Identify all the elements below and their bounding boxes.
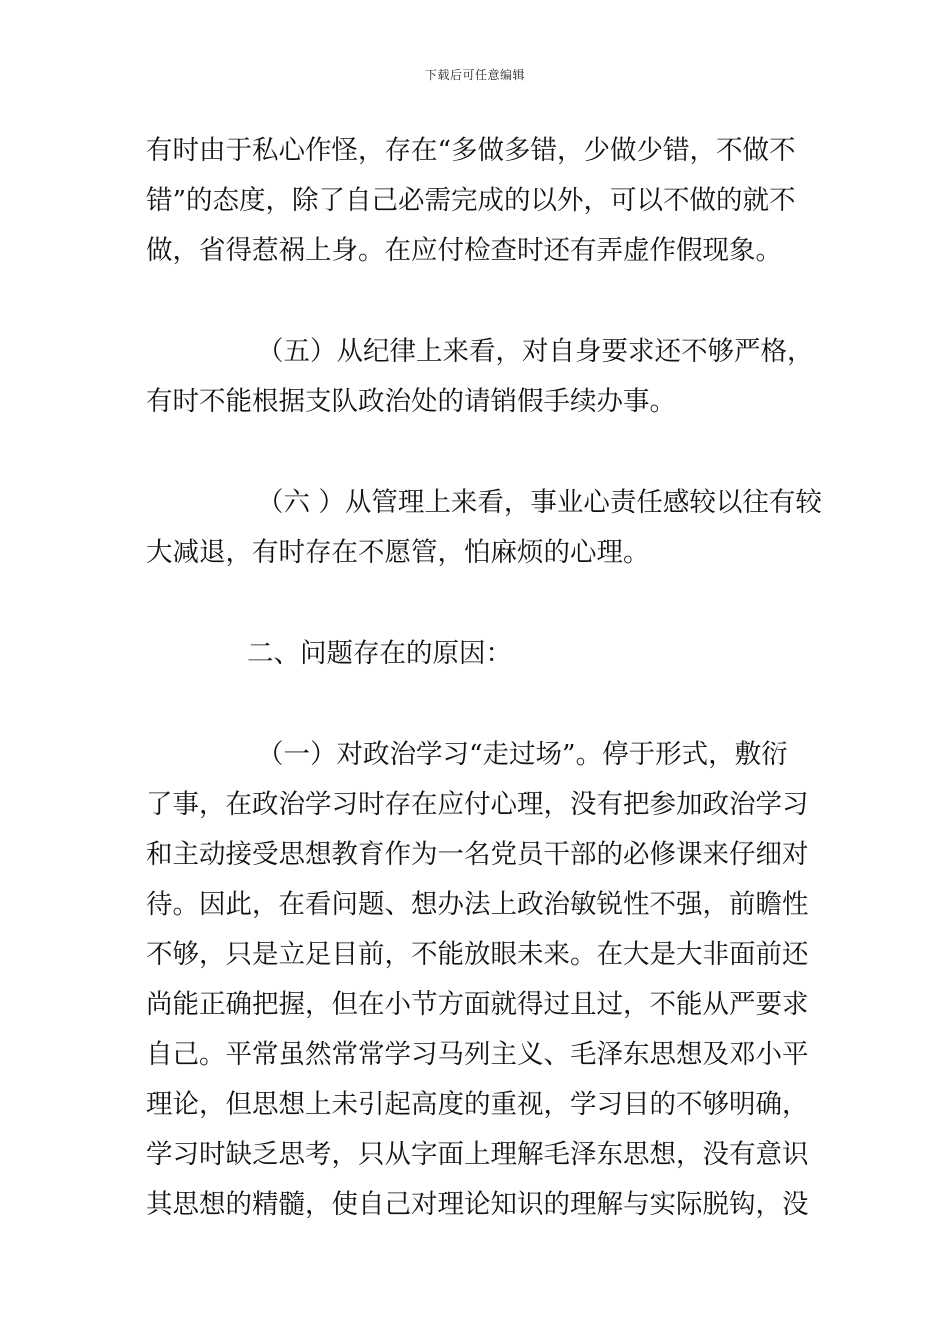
- text-line: 做，省得惹祸上身。在应付检查时还有弄虚作假现象。: [146, 235, 782, 266]
- text-line: 和主动接受思想教育作为一名党员干部的必修课来仔细对: [146, 839, 809, 870]
- text-line: 有时由于私心作怪，存在“多做多错，少做少错，不做不: [146, 135, 796, 166]
- paragraph-selfish-attitude: [146, 126, 810, 276]
- document-body: [146, 126, 822, 1230]
- paragraph-spacer: [146, 578, 810, 629]
- text-line: 有时不能根据支队政治处的请销假手续办事。: [146, 386, 676, 417]
- text-line: 了事，在政治学习时存在应付心理，没有把参加政治学习: [146, 789, 809, 820]
- text-line: 大减退，有时存在不愿管，怕麻烦的心理。: [146, 537, 650, 568]
- text-line: 待。因此，在看问题、想办法上政治敏锐性不强，前瞻性: [146, 889, 809, 920]
- section-heading-causes: [146, 629, 810, 679]
- paragraph-discipline: [146, 327, 814, 427]
- paragraph-spacer: [146, 679, 810, 730]
- text-line: 错”的态度，除了自己必需完成的以外，可以不做的就不: [146, 185, 796, 216]
- text-line: （一）对政治学习“走过场”。停于形式，敷衍: [257, 739, 788, 770]
- text-line: 不够，只是立足目前，不能放眼未来。在大是大非面前还: [146, 939, 809, 970]
- text-line: 学习时缺乏思考，只从字面上理解毛泽东思想，没有意识: [146, 1139, 809, 1170]
- text-line: 理论，但思想上未引起高度的重视，学习目的不够明确，: [146, 1089, 809, 1120]
- text-line: 自己。平常虽然常常学习马列主义、毛泽东思想及邓小平: [146, 1039, 809, 1070]
- paragraph-management: [146, 478, 822, 578]
- paragraph-spacer: [146, 427, 810, 478]
- text-line: （六 ）从管理上来看，事业心责任感较以往有较: [257, 487, 822, 518]
- text-line: 其思想的精髓，使自己对理论知识的理解与实际脱钩，没: [146, 1189, 809, 1220]
- paragraph-political-study: [146, 730, 810, 1230]
- text-line: 尚能正确把握，但在小节方面就得过且过，不能从严要求: [146, 989, 809, 1020]
- page-header-note: 下载后可任意编辑: [424, 68, 525, 82]
- text-line: （五）从纪律上来看，对自身要求还不够严格，: [257, 336, 814, 367]
- section-heading: 二、问题存在的原因：: [247, 638, 512, 669]
- paragraph-spacer: [146, 276, 810, 327]
